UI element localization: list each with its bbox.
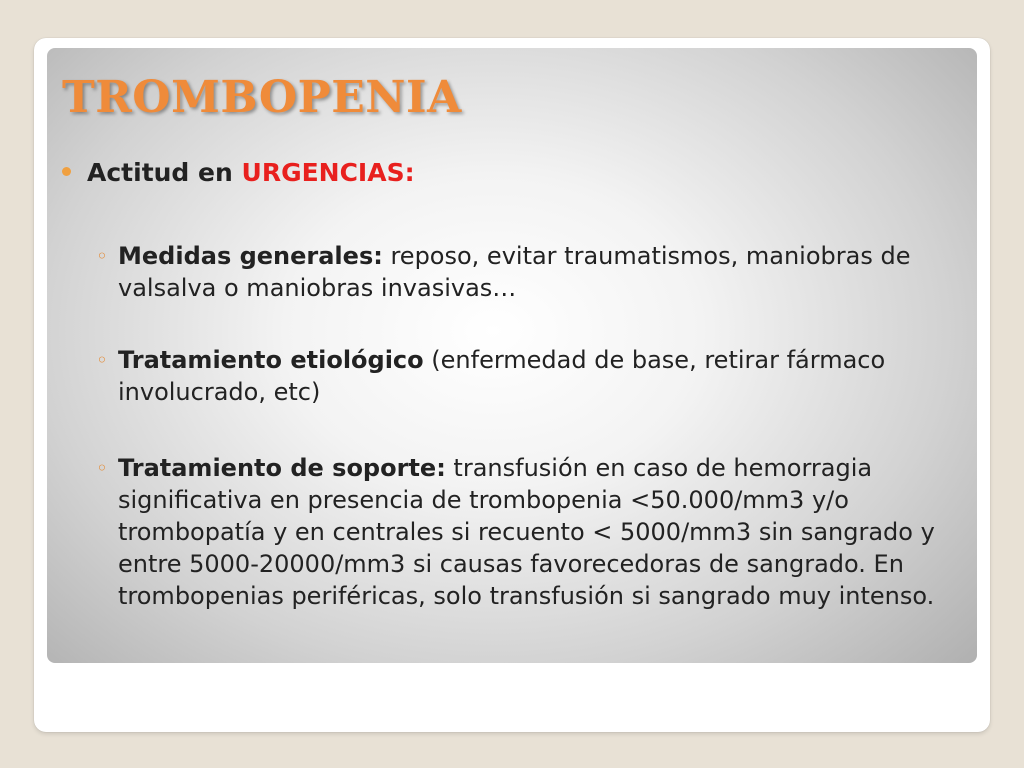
item-bold-label: Tratamiento etiológico [118,346,424,374]
list-item-medidas-generales [96,240,968,304]
item-text [118,344,968,408]
item-body: (enfermedad de base, retirar fármaco involucrado, etc) [118,346,886,406]
circle-bullet-icon: ◦ [96,348,108,372]
heading-highlight: URGENCIAS: [241,158,415,187]
list-item-tratamiento-etiologico [96,344,968,408]
bullet-dot-icon [62,167,71,176]
item-bold-label: Tratamiento de soporte: [118,454,446,482]
item-body: reposo, evitar traumatismos, maniobras de valsalva o maniobras invasivas… [118,242,911,302]
item-bold-label: Medidas generales: [118,242,383,270]
item-text [118,240,968,304]
item-body: transfusión en caso de hemorragia significativa en presencia de trombopenia <50.000/mm3 y/o trombopatía y en centrales si recuento < 5000/mm3 sin sangrado y entre 5000-20000/mm3 si causas favorecedoras de sangrado. En trombopenias periféricas, solo transfusión si sangrado muy intenso. [118,454,935,610]
circle-bullet-icon: ◦ [96,456,108,480]
section-heading [62,158,415,188]
circle-bullet-icon: ◦ [96,244,108,268]
list-item-tratamiento-soporte [96,452,968,612]
item-text [118,452,968,612]
slide-title: TROMBOPENIA [62,72,462,123]
heading-prefix: Actitud en [87,158,233,187]
